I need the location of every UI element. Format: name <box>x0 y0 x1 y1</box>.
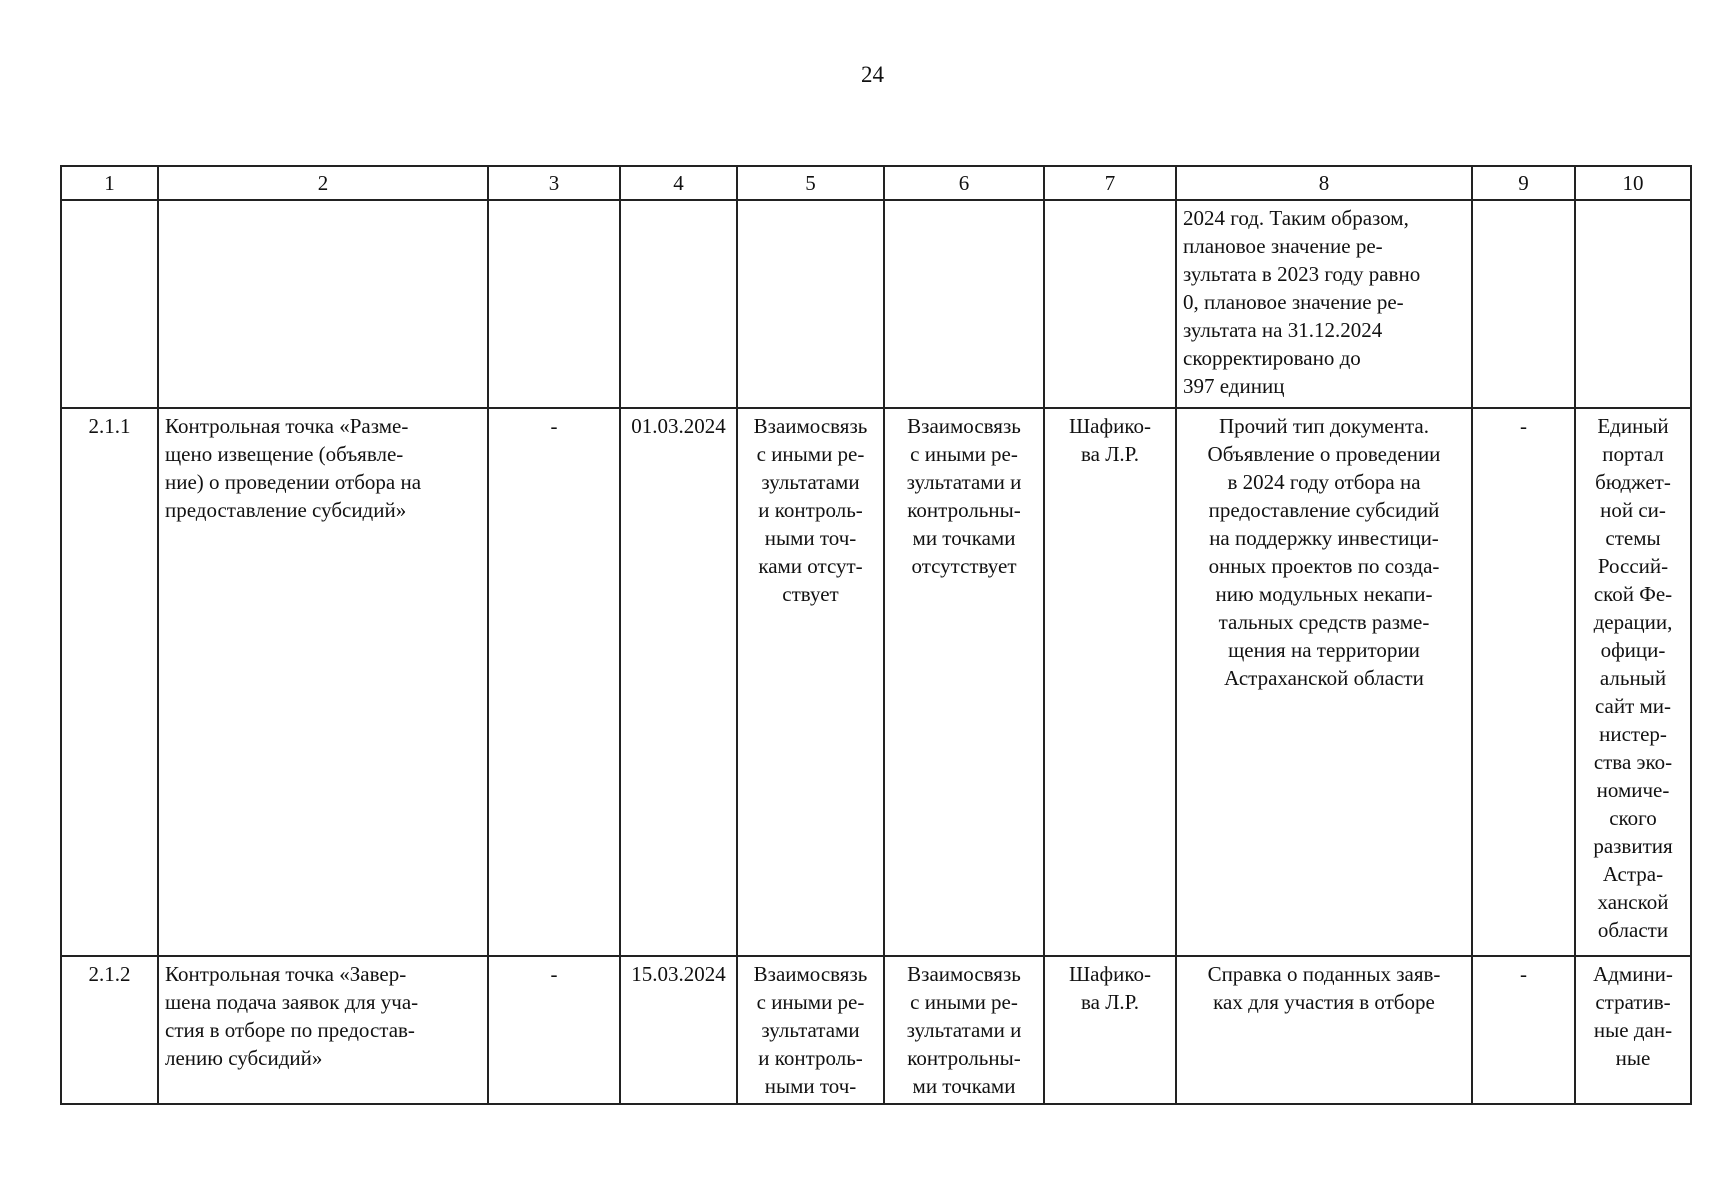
header-col-2: 2 <box>158 166 488 200</box>
empty-cell <box>620 200 737 408</box>
row-col6: Взаимосвязь с иными ре- зультатами и контрольны- ми точками <box>884 956 1044 1104</box>
plan-table <box>60 165 1692 1105</box>
header-col-4: 4 <box>620 166 737 200</box>
row-col5: Взаимосвязь с иными ре- зультатами и контроль- ными точ- ками отсут- ствует <box>737 408 884 956</box>
empty-cell <box>1575 200 1691 408</box>
header-row <box>61 166 1691 200</box>
row-col9: - <box>1472 956 1575 1104</box>
empty-cell <box>737 200 884 408</box>
header-col-9: 9 <box>1472 166 1575 200</box>
page-number: 24 <box>861 62 884 87</box>
row-col6: Взаимосвязь с иными ре- зультатами и контрольны- ми точками отсутствует <box>884 408 1044 956</box>
row-col5: Взаимосвязь с иными ре- зультатами и контроль- ными точ- <box>737 956 884 1104</box>
empty-cell <box>158 200 488 408</box>
row-date: 01.03.2024 <box>620 408 737 956</box>
row-number: 2.1.2 <box>61 956 158 1104</box>
empty-cell <box>884 200 1044 408</box>
continuation-col8: 2024 год. Таким образом, плановое значение ре- зультата в 2023 году равно 0, плановое значение ре- зультата на 31.12.2024 скорректировано до 397 единиц <box>1176 200 1472 408</box>
empty-cell <box>1044 200 1176 408</box>
header-col-10: 10 <box>1575 166 1691 200</box>
row-name: Контрольная точка «Завер- шена подача заявок для уча- стия в отборе по предостав- лению субсидий» <box>158 956 488 1104</box>
table-row <box>61 956 1691 1104</box>
header-col-1: 1 <box>61 166 158 200</box>
header-col-3: 3 <box>488 166 620 200</box>
row-document: Прочий тип документа. Объявление о проведении в 2024 году отбора на предоставление субсидий на поддержку инвестици- онных проектов по созда- нию модульных некапи- тальных средств разме- щения на территории Астраханской области <box>1176 408 1472 956</box>
table-row <box>61 408 1691 956</box>
row-source: Админи- стратив- ные дан- ные <box>1575 956 1691 1104</box>
row-date: 15.03.2024 <box>620 956 737 1104</box>
row-number: 2.1.1 <box>61 408 158 956</box>
header-col-6: 6 <box>884 166 1044 200</box>
row-responsible: Шафико- ва Л.Р. <box>1044 956 1176 1104</box>
header-col-7: 7 <box>1044 166 1176 200</box>
empty-cell <box>1472 200 1575 408</box>
row-col9: - <box>1472 408 1575 956</box>
empty-cell <box>488 200 620 408</box>
continuation-row <box>61 200 1691 408</box>
row-name: Контрольная точка «Разме- щено извещение (объявле- ние) о проведении отбора на предоставление субсидий» <box>158 408 488 956</box>
row-responsible: Шафико- ва Л.Р. <box>1044 408 1176 956</box>
header-col-5: 5 <box>737 166 884 200</box>
row-source: Единый портал бюджет- ной си- стемы Россий- ской Фе- дерации, офици- альный сайт ми- нистер- ства эко- номиче- ского развития Астра- ханской области <box>1575 408 1691 956</box>
header-col-8: 8 <box>1176 166 1472 200</box>
row-col3: - <box>488 956 620 1104</box>
empty-cell <box>61 200 158 408</box>
row-document: Справка о поданных заяв- ках для участия в отборе <box>1176 956 1472 1104</box>
row-col3: - <box>488 408 620 956</box>
